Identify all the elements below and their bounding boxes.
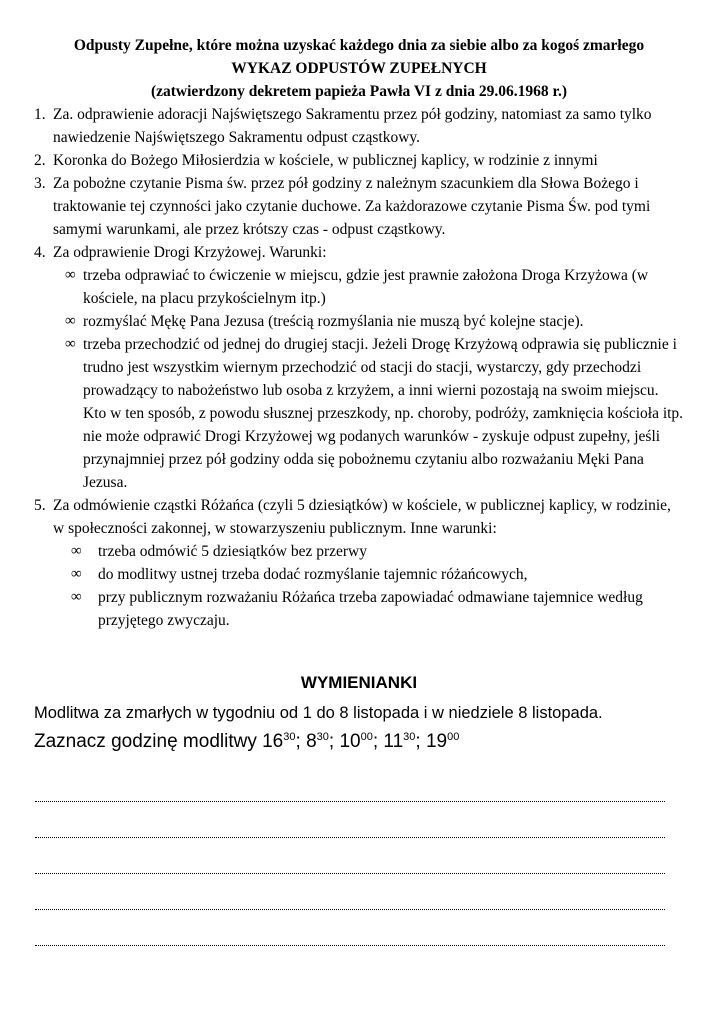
sub-list-item [53, 563, 684, 586]
sub-item-text: trzeba przechodzić od jednej do drugiej stacji. Jeżeli Drogę Krzyżową odprawia się publicznie i trudno jest wszystkim wiernym przechodzić od stacji do stacji, wystarczy, gdy przechodzi prowadzący to nabożeństwo lub osoba z krzyżem, a inni wierni pozostają na swoim miejscu. Kto w ten sposób, z powodu słusznej przeszkody, np. choroby, podróży, zamknięcia kościoła itp. nie może odprawić Drogi Krzyżowej wg podanych warunków - zyskuje odpust zupełny, jeśli przynajmniej przez pół godziny odda się pobożnemu czytaniu albo rozważaniu Męki Pana Jezusa. [83, 336, 684, 491]
item-number: 3. [34, 175, 46, 192]
sub-item-text: trzeba odmówić 5 dziesiątków bez przerwy [98, 543, 367, 560]
item-number: 5. [34, 497, 46, 514]
infinity-bullet-icon: ∞ [71, 543, 82, 559]
item-text: Za odmówienie cząstki Różańca (czyli 5 dziesiątków) w kościele, w publicznej kaplicy, w rodzinie, w społeczności zakonnej, w stowarzyszeniu publicznym. Inne warunki: [53, 497, 671, 537]
sub-list-item [53, 310, 684, 333]
hours-label: Zaznacz godzinę modlitwy [34, 731, 257, 752]
hour-option[interactable]: $10^{00}$; [339, 731, 379, 752]
item-number: 1. [34, 106, 46, 123]
sub-list-item [53, 333, 684, 494]
hour-option[interactable]: $11^{30}$; [383, 731, 421, 752]
rosary-conditions-list [53, 540, 684, 632]
sub-list-item [53, 586, 684, 632]
header-decree: (zatwierdzony dekretem papieża Pawła VI z dnia 29.06.1968 r.) [150, 83, 568, 100]
list-item-3 [34, 172, 684, 241]
fill-in-lines [34, 755, 684, 946]
header-line-1: Odpusty Zupełne, które można uzyskać każdego dnia za siebie albo za kogoś zmarłego [73, 37, 645, 54]
infinity-bullet-icon: ∞ [65, 313, 76, 329]
fill-in-line[interactable] [35, 874, 665, 910]
sub-list-item [53, 540, 684, 563]
indulgence-section [34, 34, 684, 632]
item-number: 2. [34, 152, 46, 169]
indulgence-list [34, 103, 684, 632]
sub-item-text: trzeba odprawiać to ćwiczenie w miejscu, gdzie jest prawnie założona Droga Krzyżowa (w kościele, na placu przykościelnym itp.) [83, 267, 649, 307]
sub-item-text: do modlitwy ustnej trzeba dodać rozmyślanie tajemnic różańcowych, [98, 566, 528, 583]
item-number: 4. [34, 244, 46, 261]
fill-in-line[interactable] [35, 910, 665, 946]
infinity-bullet-icon: ∞ [65, 336, 76, 352]
item-text: Za odprawienie Drogi Krzyżowej. Warunki: [53, 244, 327, 261]
sub-list-item [53, 264, 684, 310]
wymienianki-title: WYMIENIANKI [300, 673, 418, 692]
infinity-bullet-icon: ∞ [71, 589, 82, 605]
list-item-2 [34, 149, 684, 172]
hour-option[interactable]: $19^{00}$ [425, 731, 460, 752]
infinity-bullet-icon: ∞ [71, 566, 82, 582]
fill-in-line[interactable] [35, 838, 665, 874]
item-text: Za. odprawienie adoracji Najświętszego Sakramentu przez pół godziny, natomiast za samo tylko nawiedzenie Najświętszego Sakramentu odpust cząstkowy. [53, 106, 652, 146]
list-item-1 [34, 103, 684, 149]
hour-option[interactable]: $8^{30}$; [306, 731, 335, 752]
wymienianki-description: Modlitwa za zmarłych w tygodniu od 1 do 8 listopada i w niedziele 8 listopada. [34, 704, 603, 722]
header-title: WYKAZ ODPUSTÓW ZUPEŁNYCH [231, 60, 487, 77]
prayer-hours [34, 729, 684, 755]
fill-in-line[interactable] [35, 802, 665, 838]
sub-item-text: przy publicznym rozważaniu Różańca trzeba zapowiadać odmawiane tajemnice według przyjętego zwyczaju. [98, 589, 643, 629]
sub-item-text: rozmyślać Mękę Pana Jezusa (treścią rozmyślania nie muszą być kolejne stacje). [83, 313, 584, 330]
fill-in-line[interactable] [35, 755, 665, 802]
infinity-bullet-icon: ∞ [65, 267, 76, 283]
item-text: Koronka do Bożego Miłosierdzia w kościele, w publicznej kaplicy, w rodzinie z innymi [53, 152, 598, 169]
list-item-4 [34, 241, 684, 494]
list-item-5 [34, 494, 684, 632]
wymienianki-section [34, 671, 684, 946]
hour-option[interactable]: $16^{30}$; [262, 731, 301, 752]
item-text: Za pobożne czytanie Pisma św. przez pół godziny z należnym szacunkiem dla Słowa Bożego i traktowanie tej czynności jako czytanie duchowe. Za każdorazowe czytanie Pisma Św. pod tymi samymi warunkami, ale przez krótszy czas - odpust cząstkowy. [53, 175, 651, 238]
stations-conditions-list [53, 264, 684, 494]
